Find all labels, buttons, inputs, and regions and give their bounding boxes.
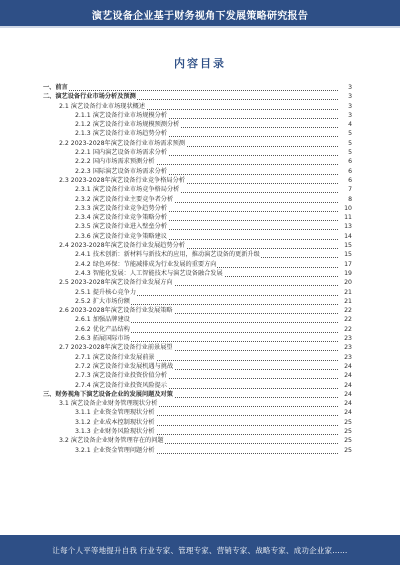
toc-entry-title: 2.6.1 加强品牌建设 (75, 316, 130, 324)
toc-heading: 内容目录 (174, 57, 226, 70)
toc-entry-title: 2.5 2023-2028年演艺设备行业发展方向 (59, 279, 173, 287)
toc-entry[interactable] (0, 177, 400, 186)
toc-entry-title: 3.2.1 企业资金管理问题分析 (75, 446, 155, 454)
toc-entry-title: 2.1.2 演艺设备行业市场规模预测分析 (75, 121, 180, 129)
toc-entry-page: 17 (339, 261, 352, 269)
toc-entry-page: 14 (339, 233, 352, 241)
toc-entry-page: 23 (339, 335, 352, 343)
toc-entry-page: 7 (339, 186, 352, 194)
toc-entry-page: 3 (339, 103, 352, 111)
toc-entry-page: 24 (339, 400, 352, 408)
toc-list (0, 84, 400, 456)
toc-entry-page: 13 (339, 223, 352, 231)
toc-entry-title: 2.4 2023-2028年演艺设备行业发展趋势分析 (59, 242, 185, 250)
toc-entry-title: 3.1 演艺设备企业财务管理现状分析 (59, 400, 158, 408)
toc-entry-title: 2.7.4 演艺设备行业投资风险提示 (75, 381, 167, 389)
toc-entry-title: 3.1.3 企业财务风险现状分析 (75, 427, 155, 435)
toc-entry-title: 3.1.1 企业资金管理现状分析 (75, 409, 155, 417)
toc-entry[interactable] (0, 447, 400, 456)
toc-entry-page: 20 (339, 279, 352, 287)
toc-entry[interactable] (0, 298, 400, 307)
toc-entry[interactable] (0, 289, 400, 298)
toc-entry[interactable] (0, 344, 400, 353)
toc-entry[interactable] (0, 270, 400, 279)
toc-entry-title: 2.7 2023-2028年演艺设备行业前景展望 (59, 344, 173, 352)
toc-entry[interactable] (0, 251, 400, 260)
toc-entry-title: 3.1.2 企业成本控制现状分析 (75, 418, 155, 426)
toc-entry-page: 21 (339, 289, 352, 297)
toc-entry-title: 2.3.6 演艺设备行业竞争策略建议 (75, 232, 167, 240)
toc-entry-title: 三、财务视角下演艺设备企业的发展问题及对策 (43, 390, 173, 398)
toc-entry[interactable] (0, 223, 400, 232)
toc-entry-page: 23 (339, 344, 352, 352)
toc-entry[interactable] (0, 186, 400, 195)
toc-entry-page: 8 (339, 196, 352, 204)
toc-entry[interactable] (0, 168, 400, 177)
toc-entry-page: 15 (339, 242, 352, 250)
toc-entry[interactable] (0, 354, 400, 363)
toc-entry-title: 2.3.5 演艺设备行业进入壁垒分析 (75, 223, 167, 231)
toc-entry-page: 5 (339, 130, 352, 138)
toc-entry-page: 21 (339, 298, 352, 306)
toc-entry-page: 3 (339, 93, 352, 101)
toc-entry[interactable] (0, 307, 400, 316)
footer-band (0, 535, 400, 565)
toc-entry-title: 2.5.2 扩大市场份额 (75, 297, 130, 305)
toc-entry[interactable] (0, 112, 400, 121)
toc-entry[interactable] (0, 419, 400, 428)
toc-dot-leader (43, 90, 340, 91)
toc-entry-page: 22 (339, 307, 352, 315)
toc-entry[interactable] (0, 196, 400, 205)
toc-entry-page: 3 (339, 112, 352, 120)
toc-entry-title: 2.2.3 国际演艺设备市场需求分析 (75, 167, 167, 175)
toc-entry-page: 25 (339, 437, 352, 445)
toc-entry[interactable] (0, 130, 400, 139)
toc-entry[interactable] (0, 409, 400, 418)
toc-entry-title: 2.6 2023-2028年演艺设备行业发展策略 (59, 307, 173, 315)
toc-entry-title: 2.3 2023-2028年演艺设备行业竞争格局分析 (59, 176, 185, 184)
toc-entry[interactable] (0, 233, 400, 242)
toc-entry[interactable] (0, 242, 400, 251)
toc-entry[interactable] (0, 214, 400, 223)
toc-entry[interactable] (0, 335, 400, 344)
toc-entry-title: 2.7.1 演艺设备行业发展前景 (75, 353, 155, 361)
toc-entry[interactable] (0, 428, 400, 437)
toc-entry-title: 2.3.2 演艺设备行业主要竞争者分析 (75, 195, 174, 203)
toc-entry[interactable] (0, 205, 400, 214)
toc-entry-page: 24 (339, 372, 352, 380)
toc-entry-title: 2.3.3 演艺设备行业竞争趋势分析 (75, 204, 167, 212)
toc-entry-page: 24 (339, 409, 352, 417)
toc-entry-page: 22 (339, 316, 352, 324)
toc-entry-title: 2.3.1 演艺设备行业市场竞争格局分析 (75, 186, 180, 194)
toc-entry-title: 二、演艺设备行业市场分析及预测 (43, 93, 136, 101)
toc-entry[interactable] (0, 93, 400, 102)
toc-entry-page: 24 (339, 363, 352, 371)
toc-entry-page: 24 (339, 391, 352, 399)
toc-entry-title: 2.1.3 演艺设备行业市场趋势分析 (75, 130, 167, 138)
toc-entry-page: 25 (339, 419, 352, 427)
toc-entry-page: 6 (339, 168, 352, 176)
toc-entry[interactable] (0, 316, 400, 325)
toc-entry-page: 25 (339, 447, 352, 455)
toc-entry[interactable] (0, 363, 400, 372)
header-divider (0, 26, 400, 28)
toc-entry-title: 2.6.3 拓展国际市场 (75, 335, 130, 343)
toc-entry-title: 3.2 演艺设备企业财务管理存在的问题 (59, 437, 164, 445)
toc-entry-title: 2.2 2023-2028年演艺设备行业市场需求预测 (59, 139, 185, 147)
toc-entry[interactable] (0, 382, 400, 391)
toc-entry[interactable] (0, 372, 400, 381)
toc-entry-title: 2.2.1 国内演艺设备市场需求分析 (75, 149, 167, 157)
toc-entry-page: 4 (339, 121, 352, 129)
toc-entry[interactable] (0, 437, 400, 446)
toc-entry-title: 2.4.1 技术创新：新材料与新技术的应用，推动演艺设备的更新升级 (75, 251, 260, 259)
toc-entry[interactable] (0, 400, 400, 409)
toc-entry-title: 2.4.3 智能化发展：人工智能技术与演艺设备融合发展 (75, 269, 223, 277)
toc-entry[interactable] (0, 391, 400, 400)
toc-entry-page: 5 (339, 140, 352, 148)
toc-entry-title: 2.7.3 演艺设备行业投资价值分析 (75, 372, 167, 380)
toc-entry-page: 22 (339, 326, 352, 334)
toc-entry-title: 2.7.2 演艺设备行业发展机遇与挑战 (75, 362, 174, 370)
toc-entry[interactable] (0, 149, 400, 158)
toc-entry-title: 2.2.2 国内市场需求预测分析 (75, 158, 155, 166)
footer-slogan: 让每个人平等地提升自我 行业专家、管理专家、营销专家、战略专家、成功企业家…… (52, 546, 348, 555)
toc-entry[interactable] (0, 121, 400, 130)
toc-entry-page: 6 (339, 158, 352, 166)
toc-entry-title: 一、前言 (43, 84, 68, 91)
toc-entry[interactable] (0, 279, 400, 288)
toc-entry-title: 2.1.1 演艺设备行业市场规模分析 (75, 111, 167, 119)
toc-entry-title: 2.3.4 演艺设备行业竞争策略分析 (75, 214, 167, 222)
header-band (0, 0, 400, 26)
toc-entry-title: 2.5.1 提升核心竞争力 (75, 288, 137, 296)
document-title: 演艺设备企业基于财务视角下发展策略研究报告 (91, 11, 309, 22)
toc-entry[interactable] (0, 326, 400, 335)
toc-entry[interactable] (0, 84, 400, 93)
toc-entry-page: 5 (339, 149, 352, 157)
toc-entry-page: 11 (339, 214, 352, 222)
toc-entry[interactable] (0, 140, 400, 149)
toc-entry-page: 24 (339, 382, 352, 390)
toc-entry-title: 2.4.2 绿色环保：节能减排成为行业发展的重要方向 (75, 260, 217, 268)
toc-entry-title: 2.1 演艺设备行业市场现状概述 (59, 102, 146, 110)
toc-entry[interactable] (0, 103, 400, 112)
toc-entry-page: 10 (339, 205, 352, 213)
toc-entry-page: 6 (339, 177, 352, 185)
toc-entry-page: 15 (339, 251, 352, 259)
toc-entry[interactable] (0, 158, 400, 167)
toc-entry-title: 2.6.2 优化产品结构 (75, 325, 130, 333)
toc-entry-page: 23 (339, 354, 352, 362)
toc-entry-page: 19 (339, 270, 352, 278)
toc-entry-page: 25 (339, 428, 352, 436)
toc-entry[interactable] (0, 261, 400, 270)
toc-entry-page: 3 (339, 84, 352, 92)
